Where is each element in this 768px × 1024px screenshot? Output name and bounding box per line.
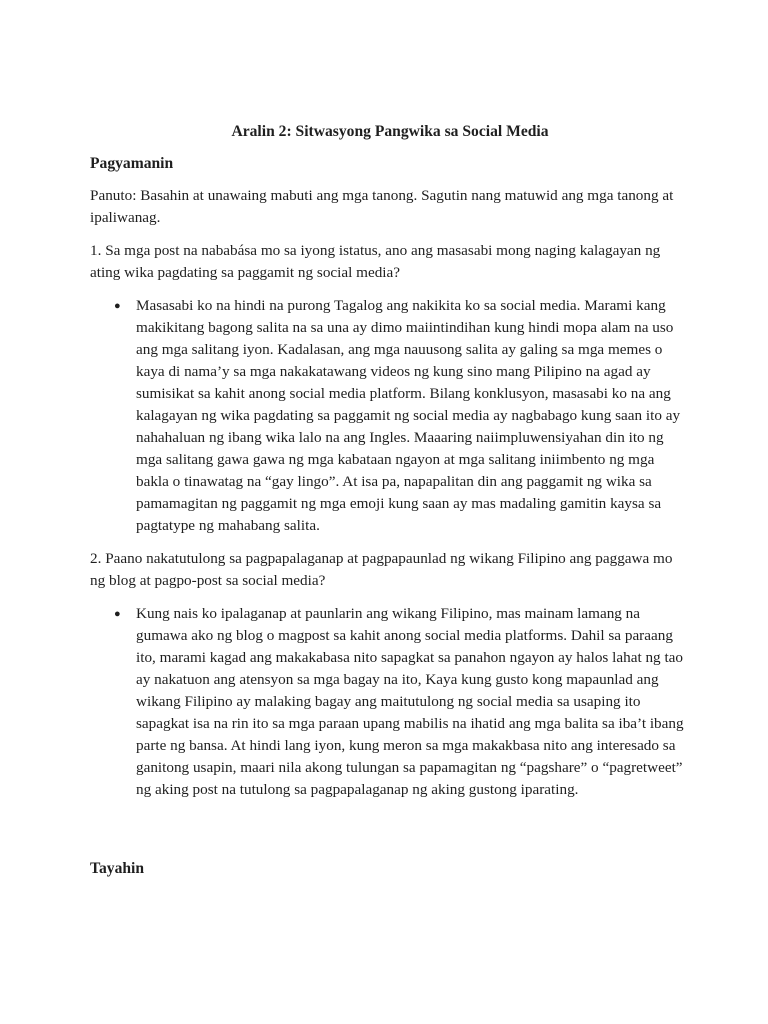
section-heading-pagyamanin: Pagyamanin [90, 155, 174, 172]
document-page [90, 121, 690, 890]
question-1: 1. Sa mga post na nababása mo sa iyong istatus, ano ang masasabi mong naging kalagayan ng ating wika pagdating sa paggamit ng social media? [90, 242, 661, 281]
question-2: 2. Paano nakatutulong sa pagpapalaganap at pagpapaunlad ng wikang Filipino ang paggawa mo ng blog at pagpo-post sa social media? [90, 550, 673, 589]
answer-1-text: Masasabi ko na hindi na purong Tagalog ang nakikita ko sa social media. Marami kang makikitang bagong salita na sa una ay dimo maiintindihan kung hindi mopa alam na uso ang mga salitang iyon. Kadalasan, ang mga nauusong salita ay galing sa mga memes o kaya di nama’y sa mga nakakatawang videos ng kung sino mang Pilipino na agad ay sumisikat sa kahit anong social media platform. Bilang konklusyon, masasabi ko na ang kalagayan ng wika pagdating sa paggamit ng social media ay nagbabago kung saan ito ay nahahaluan ng ibang wika lalo na ang Ingles. Maaaring naiimpluwensiyahan din ito ng mga salitang gawa gawa ng mga kabataan ngayon at mga salitang iniimbento ng mga bakla o tinawatag na “gay lingo”. At isa pa, napapalitan din ang paggamit ng wika sa pamamagitan ng paggamit ng mga emoji kung saan ay mas madaling gamitin kaysa sa pagtatype ng mahabang salita. [136, 297, 681, 534]
answer-1-list [90, 295, 690, 537]
vertical-spacer [90, 812, 690, 858]
bullet-icon: ● [114, 300, 121, 312]
bullet-icon: ● [114, 608, 121, 620]
document-title: Aralin 2: Sitwasyong Pangwika sa Social Media [231, 123, 549, 140]
answer-2 [90, 603, 690, 801]
answer-2-list [90, 603, 690, 801]
section-heading-tayahin: Tayahin [90, 860, 145, 877]
answer-1 [90, 295, 690, 537]
answer-2-text: Kung nais ko ipalaganap at paunlarin ang wikang Filipino, mas mainam lamang na gumawa ako ng blog o magpost sa kahit anong social media platforms. Dahil sa paraang ito, marami kagad ang makakabasa nito sapagkat sa panahon ngayon ay halos lahat ng tao ay nakatuon ang atensyon sa mga bagay na ito, Kaya kung gusto kong mapaunlad ang wikang Filipino ay malaking bagay ang maitutulong ng social media sa usaping ito sapagkat isa na rin ito sa mga paraan upang mabilis na ihatid ang mga balita sa iba’t ibang parte ng bansa. At hindi lang iyon, kung meron sa mga makakbasa nito ang interesado sa ganitong usapin, maari nila akong tulungan sa papamagitan ng “pagshare” o “pagretweet” ng aking post na tutulong sa pagpapalaganap ng aking gustong iparating. [136, 605, 684, 798]
instructions-paragraph: Panuto: Basahin at unawaing mabuti ang mga tanong. Sagutin nang matuwid ang mga tanong at ipaliwanag. [90, 187, 674, 226]
